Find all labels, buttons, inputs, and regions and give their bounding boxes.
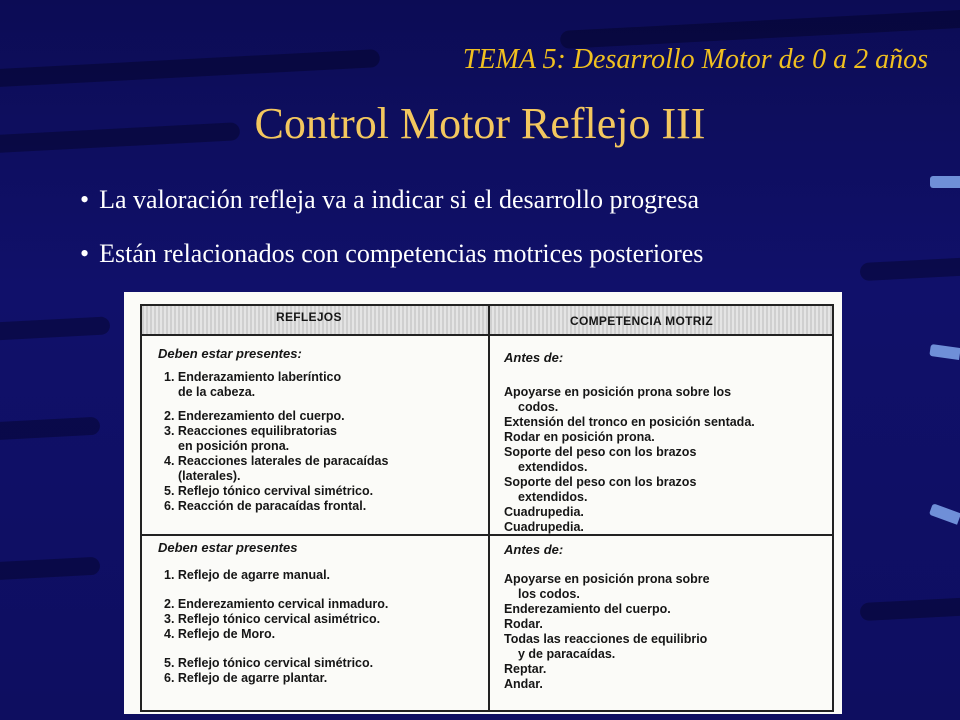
list-item: 4. Reacciones laterales de paracaídas <box>164 454 389 468</box>
row1-right-heading: Antes de: <box>504 350 564 365</box>
scanned-table-image <box>124 292 842 714</box>
table-header-competencia: COMPETENCIA MOTRIZ <box>570 314 713 328</box>
list-item: extendidos. <box>518 460 588 474</box>
list-item: Cuadrupedia. <box>504 520 584 534</box>
background-streak <box>860 597 960 621</box>
reflex-table <box>140 304 834 712</box>
row1-reflex-list <box>164 370 388 514</box>
background-streak <box>0 49 380 89</box>
topic-heading: TEMA 5: Desarrollo Motor de 0 a 2 años <box>462 44 928 75</box>
background-streak <box>0 557 100 582</box>
list-item: 2. Enderezamiento del cuerpo. <box>164 409 345 423</box>
list-spacer <box>164 583 388 597</box>
row2-left-heading: Deben estar presentes <box>158 540 298 555</box>
list-item: Rodar. <box>504 617 543 631</box>
table-divider <box>142 334 832 336</box>
list-item: 3. Reacciones equilibratorias <box>164 424 337 438</box>
list-spacer <box>164 642 388 656</box>
list-item: en posición prona. <box>178 439 290 453</box>
list-item: Reptar. <box>504 662 547 676</box>
background-streak <box>0 417 100 442</box>
list-item: 1. Enderazamiento laberíntico <box>164 370 342 384</box>
list-item: Todas las reacciones de equilibrio <box>504 632 708 646</box>
list-item: y de paracaídas. <box>518 647 616 661</box>
bullet-item: • La valoración refleja va a indicar si el desarrollo progresa <box>80 186 703 214</box>
list-item: 5. Reflejo tónico cervival simétrico. <box>164 484 374 498</box>
list-item: extendidos. <box>518 490 588 504</box>
list-item: 6. Reflejo de agarre plantar. <box>164 671 328 685</box>
row2-competence-list <box>504 572 710 692</box>
table-header-reflejos: REFLEJOS <box>276 310 342 324</box>
background-streak <box>0 316 110 341</box>
list-item: Rodar en posición prona. <box>504 430 655 444</box>
background-streak <box>860 257 960 281</box>
list-item: Soporte del peso con los brazos <box>504 475 697 489</box>
list-item: Extensión del tronco en posición sentada. <box>504 415 755 429</box>
list-spacer <box>504 376 755 385</box>
row1-competence-list <box>504 376 755 535</box>
slide-title: Control Motor Reflejo III <box>254 99 706 148</box>
list-item: 3. Reflejo tónico cervical asimétrico. <box>164 612 381 626</box>
list-item: 1. Reflejo de agarre manual. <box>164 568 331 582</box>
list-item: Soporte del peso con los brazos <box>504 445 697 459</box>
bullet-list <box>80 186 703 294</box>
bullet-item: • Están relacionados con competencias motrices posteriores <box>80 240 703 268</box>
list-item: Apoyarse en posición prona sobre los <box>504 385 732 399</box>
edge-decoration <box>929 503 960 525</box>
list-item: Apoyarse en posición prona sobre <box>504 572 710 586</box>
list-item: Cuadrupedia. <box>504 505 584 519</box>
row1-left-heading: Deben estar presentes: <box>158 346 302 361</box>
list-item: de la cabeza. <box>178 385 256 399</box>
list-item: codos. <box>518 400 559 414</box>
list-item: 4. Reflejo de Moro. <box>164 627 276 641</box>
edge-decoration <box>930 176 960 188</box>
list-item: 6. Reacción de paracaídas frontal. <box>164 499 367 513</box>
list-spacer <box>164 400 388 409</box>
list-item: (laterales). <box>178 469 241 483</box>
table-column-divider <box>488 306 490 710</box>
list-item: Enderezamiento del cuerpo. <box>504 602 671 616</box>
background-streak <box>560 9 960 49</box>
edge-decoration <box>929 344 960 360</box>
list-item: Andar. <box>504 677 543 691</box>
list-item: los codos. <box>518 587 580 601</box>
table-header-band <box>142 306 832 334</box>
row2-right-heading: Antes de: <box>504 542 564 557</box>
list-item: 5. Reflejo tónico cervical simétrico. <box>164 656 374 670</box>
list-item: 2. Enderezamiento cervical inmaduro. <box>164 597 389 611</box>
row2-reflex-list <box>164 568 388 686</box>
